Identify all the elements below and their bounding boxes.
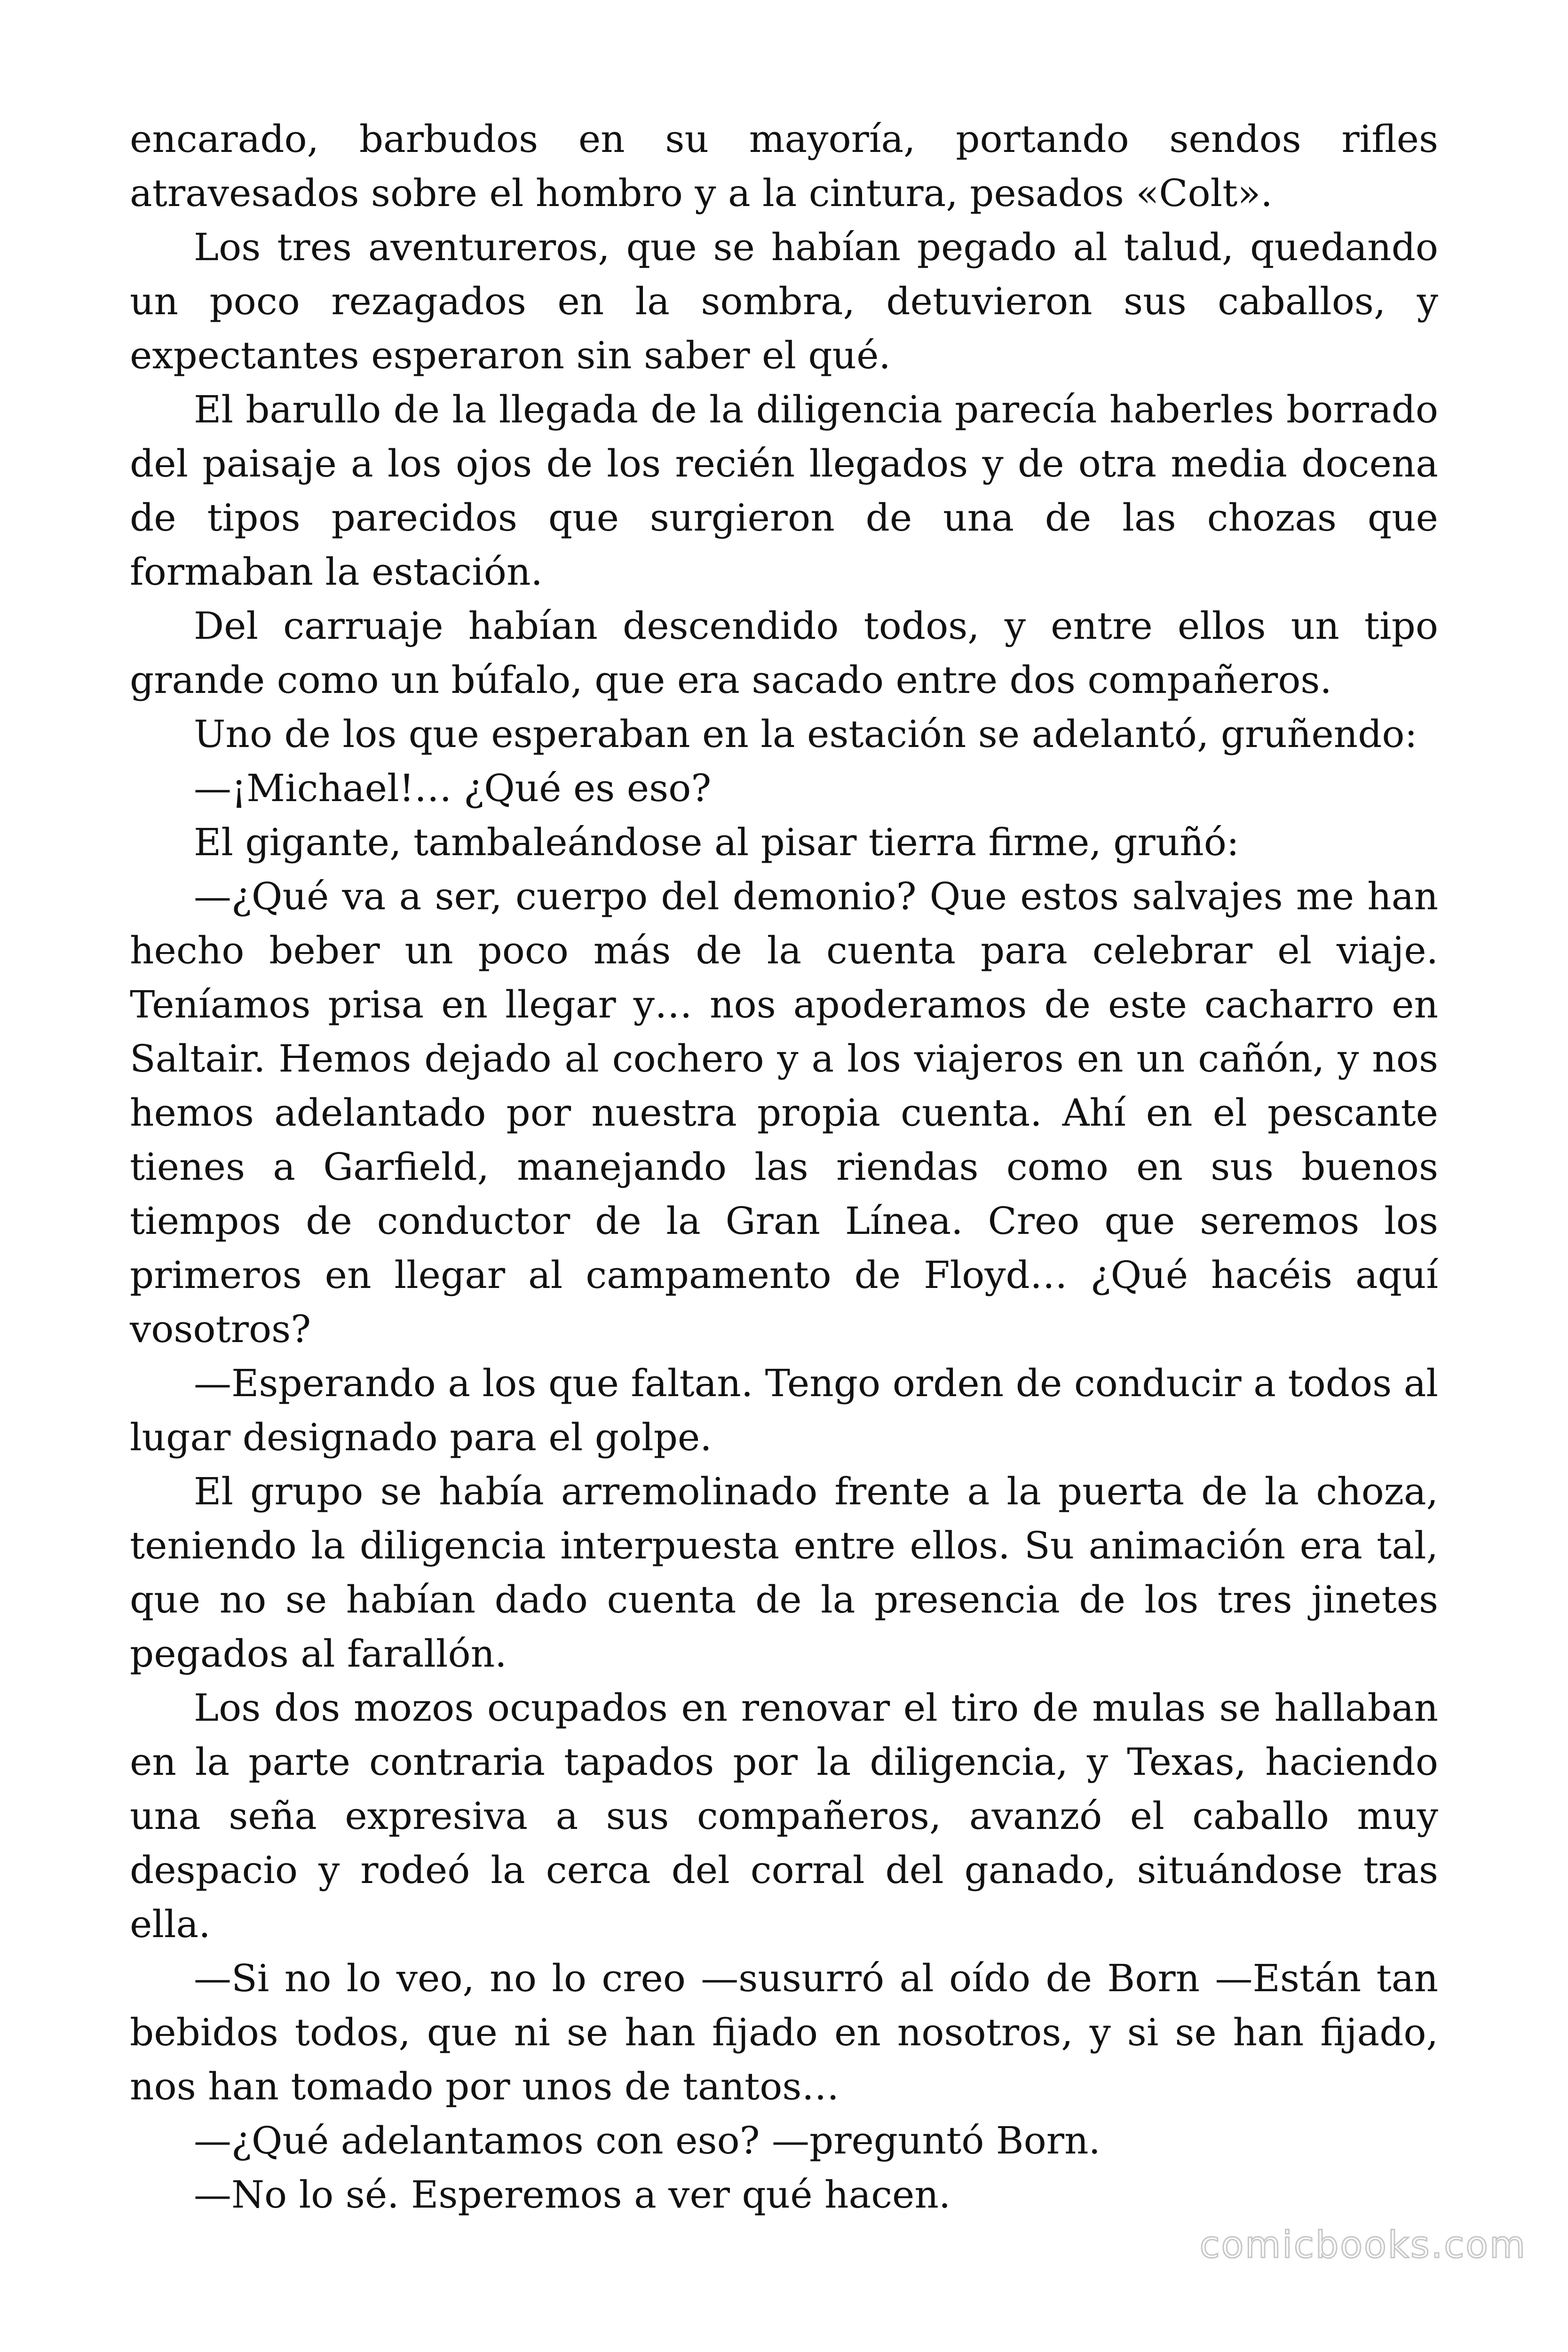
paragraph: El gigante, tambaleándose al pisar tierra firme, gruñó: [194, 820, 1239, 864]
dialogue-line: —No lo sé. Esperemos a ver qué hacen. [194, 2173, 951, 2217]
paragraph: Los tres aventureros, que se habían pegado al talud, quedando un poco rezagados en la sombra, detuvieron sus caballos, y expectantes esperaron sin saber el qué. [130, 225, 1438, 377]
dialogue-line: —Si no lo veo, no lo creo —susurró al oído de Born —Están tan bebidos todos, que ni se han fijado en nosotros, y si se han fijado, nos han tomado por unos de tantos… [130, 1956, 1438, 2108]
dialogue-line: —¿Qué adelantamos con eso? —preguntó Born. [194, 2119, 1101, 2162]
watermark-logo: comicbooks.com [1199, 2224, 1527, 2266]
paragraph: El barullo de la llegada de la diligencia parecía haberles borrado del paisaje a los ojos de los recién llegados y de otra media docena de tipos parecidos que surgieron de una de las chozas que formaban la estación. [130, 388, 1438, 594]
paragraph: Del carruaje habían descendido todos, y entre ellos un tipo grande como un búfalo, que era sacado entre dos compañeros. [130, 604, 1438, 702]
dialogue-line: —Esperando a los que faltan. Tengo orden de conducir a todos al lugar designado para el golpe. [130, 1361, 1438, 1459]
paragraph-continuation: encarado, barbudos en su mayoría, portando sendos rifles atravesados sobre el hombro y a la cintura, pesados «Colt». [130, 117, 1438, 215]
paragraph: El grupo se había arremolinado frente a la puerta de la choza, teniendo la diligencia interpuesta entre ellos. Su animación era tal, que no se habían dado cuenta de la presencia de los tres jinetes pegados al farallón. [130, 1470, 1438, 1676]
dialogue-line: —¡Michael!… ¿Qué es eso? [194, 766, 712, 810]
paragraph: Los dos mozos ocupados en renovar el tiro de mulas se hallaban en la parte contraria tapados por la diligencia, y Texas, haciendo una seña expresiva a sus compañeros, avanzó el caballo muy despacio y rodeó la cerca del corral del ganado, situándose tras ella. [130, 1686, 1438, 1946]
book-page-text [130, 0, 1438, 2222]
paragraph: Uno de los que esperaban en la estación se adelantó, gruñendo: [194, 712, 1418, 756]
dialogue-line: —¿Qué va a ser, cuerpo del demonio? Que estos salvajes me han hecho beber un poco más de la cuenta para celebrar el viaje. Teníamos prisa en llegar y… nos apoderamos de este cacharro en Saltair. Hemos dejado al cochero y a los viajeros en un cañón, y nos hemos adelantado por nuestra propia cuenta. Ahí en el pescante tienes a Garfield, manejando las riendas como en sus buenos tiempos de conductor de la Gran Línea. Creo que seremos los primeros en llegar al campamento de Floyd… ¿Qué hacéis aquí vosotros? [130, 874, 1438, 1351]
